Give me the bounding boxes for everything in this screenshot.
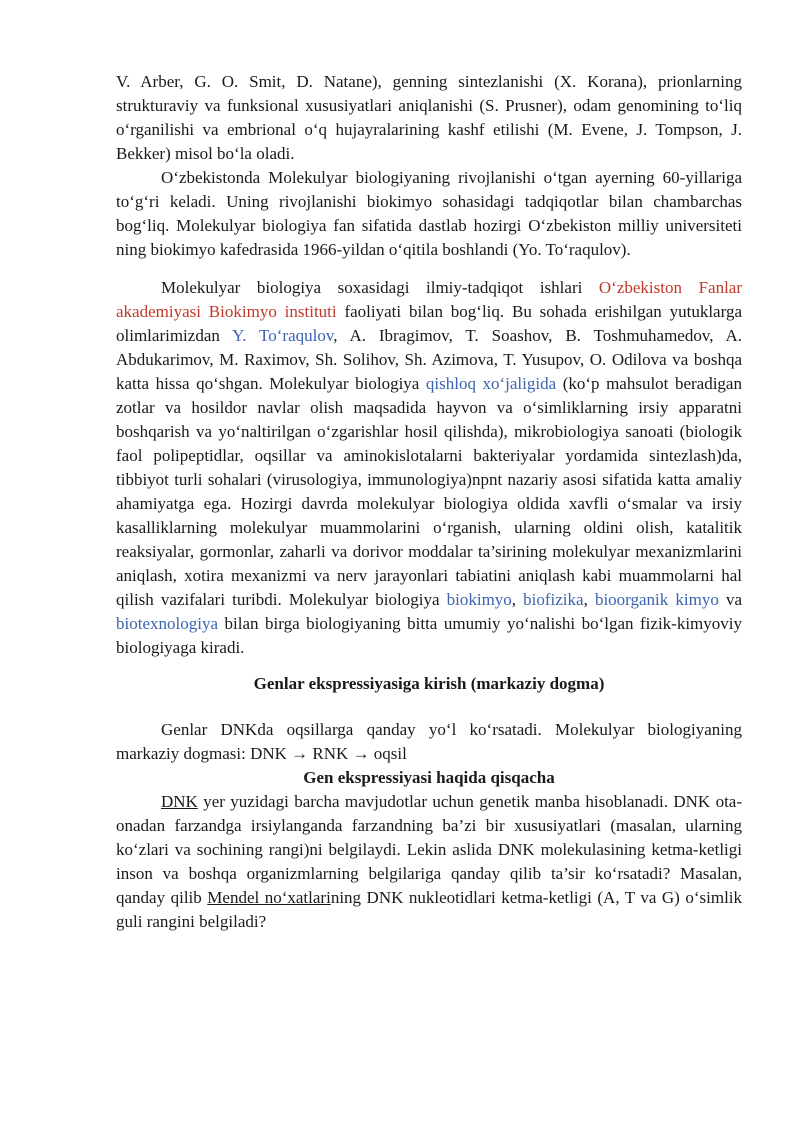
paragraph-3 bbox=[116, 276, 742, 660]
paragraph-5-text-1: yer yuzidagi barcha mavjudotlar uchun genetik manba hisoblanadi. DNK ota-onadan farzandga irsiylanganda farzandning ba’zi bir xususiyatlari (masalan, ularning ko‘zlari va sochining rangi)ni belgilaydi. Lekin aslida DNK molekulasining ketma-ketligi inson va boshqa organizmlarning belgilariga qanday qilib ta’sir ko‘rsatadi? Masalan, qanday qilib bbox=[116, 792, 742, 907]
section-heading: Genlar ekspressiyasiga kirish (markaziy dogma) bbox=[253, 674, 605, 693]
link-qishloq-xojaligi[interactable]: qishloq xo‘jaligida bbox=[425, 374, 557, 393]
link-biokimyo[interactable]: biokimyo bbox=[446, 590, 512, 609]
link-dnk[interactable]: DNK bbox=[161, 792, 198, 811]
paragraph-3-text-7: va bbox=[718, 590, 742, 609]
paragraph-1: V. Arber, G. O. Smit, D. Natane), genning sintezlanishi (X. Korana), prionlarning strukturaviy va funksional xususiyatlari aniqlanishi (S. Prusner), odam genomining to‘liq o‘rganilishi va embrional o‘q hujayralarining kashf etilishi (M. Evene, J. Tompson, J. Bekker) misol bo‘la oladi. bbox=[116, 72, 742, 163]
paragraph-3-text-8: bilan birga biologiyaning bitta umumiy yo‘nalishi bo‘lgan fizik-kimyoviy biologiyaga kiradi. bbox=[116, 614, 742, 657]
link-biotexnologiya[interactable]: biotexnologiya bbox=[116, 614, 218, 633]
paragraph-3-text-2: faoliyati bilan bog‘liq. Bu sohada erishilgan yutuklarga olimlarimizdan bbox=[116, 302, 742, 345]
paragraph-3-text-3: , A. Ibragimov, T. Soashov, B. Toshmuhamedov, A. Abdukarimov, M. Raximov, Sh. Solihov, Sh. Azimova, T. Yusupov, O. Odilova va boshqa katta hissa qo‘shgan. Molekulyar biologiya bbox=[116, 326, 742, 393]
link-mendel-noxatlari[interactable]: Mendel no‘xatlari bbox=[207, 888, 331, 907]
link-toraqulov[interactable]: Y. To‘raqulov bbox=[232, 326, 334, 345]
paragraph-3-text-4: (ko‘p mahsulot beradigan zotlar va hosildor navlar olish maqsadida hayvon va o‘simliklarning irsiy apparatni boshqarish va yo‘naltirilgan o‘zgarishlar hosil qilishda), mikrobiologiya sanoati (biologik faol polipeptidlar, oqsillar va aminokislotalarni bakteriyalar yordamida sintezlash)da, tibbiyot turli sohalari (virusologiya, immunologiya)npnt nazariy asosi sifatida katta amaliy ahamiyatga ega. Hozirgi davrda molekulyar biologiya oldida xavfli o‘smalar va irsiy kasalliklarning molekulyar muammolarini o‘rganish, ularning oldini olish, katalitik reaksiyalar, gormonlar, zaharli va dorivor moddalar ta’sirining molekulyar mexanizmlarini aniqlash, xotira mexanizmi va nerv jarayonlari tabiatini aniqlash kabi muammolarni hal qilish vazifalari turibdi. Molekulyar biologiya bbox=[116, 374, 742, 609]
paragraph-3-text-5: , bbox=[511, 590, 524, 609]
paragraph-5 bbox=[116, 790, 742, 934]
paragraph-3-text-1: Molekulyar biologiya soxasidagi ilmiy-tadqiqot ishlari bbox=[161, 278, 599, 297]
paragraph-3-text-6: , bbox=[583, 590, 595, 609]
paragraph-4: Genlar DNKda oqsillarga qanday yo‘l ko‘rsatadi. Molekulyar biologiyaning markaziy dogmasi: DNK → RNK → oqsil bbox=[116, 720, 742, 763]
link-fanlar-akademiyasi[interactable]: O‘zbekiston Fanlar akademiyasi Biokimyo instituti bbox=[116, 278, 742, 321]
paragraph-2: O‘zbekistonda Molekulyar biologiyaning rivojlanishi o‘tgan ayerning 60-yillariga to‘g‘ri keladi. Uning rivojlanishi biokimyo sohasidagi tadqiqotlar bilan chambarchas bog‘liq. Molekulyar biologiya fan sifatida dastlab hozirgi O‘zbekiston milliy universiteti ning biokimyo kafedrasida 1966-yildan o‘qitila boshlandi (Yo. To‘raqulov). bbox=[116, 168, 742, 259]
subsection-heading: Gen ekspressiyasi haqida qisqacha bbox=[303, 768, 555, 787]
link-biofizika[interactable]: biofizika bbox=[523, 590, 584, 609]
link-bioorganik-kimyo[interactable]: bioorganik kimyo bbox=[594, 590, 719, 609]
paragraph-5-text-2: ning DNK nukleotidlari ketma-ketligi (A, T va G) o‘simlik guli rangini belgiladi? bbox=[116, 888, 743, 931]
